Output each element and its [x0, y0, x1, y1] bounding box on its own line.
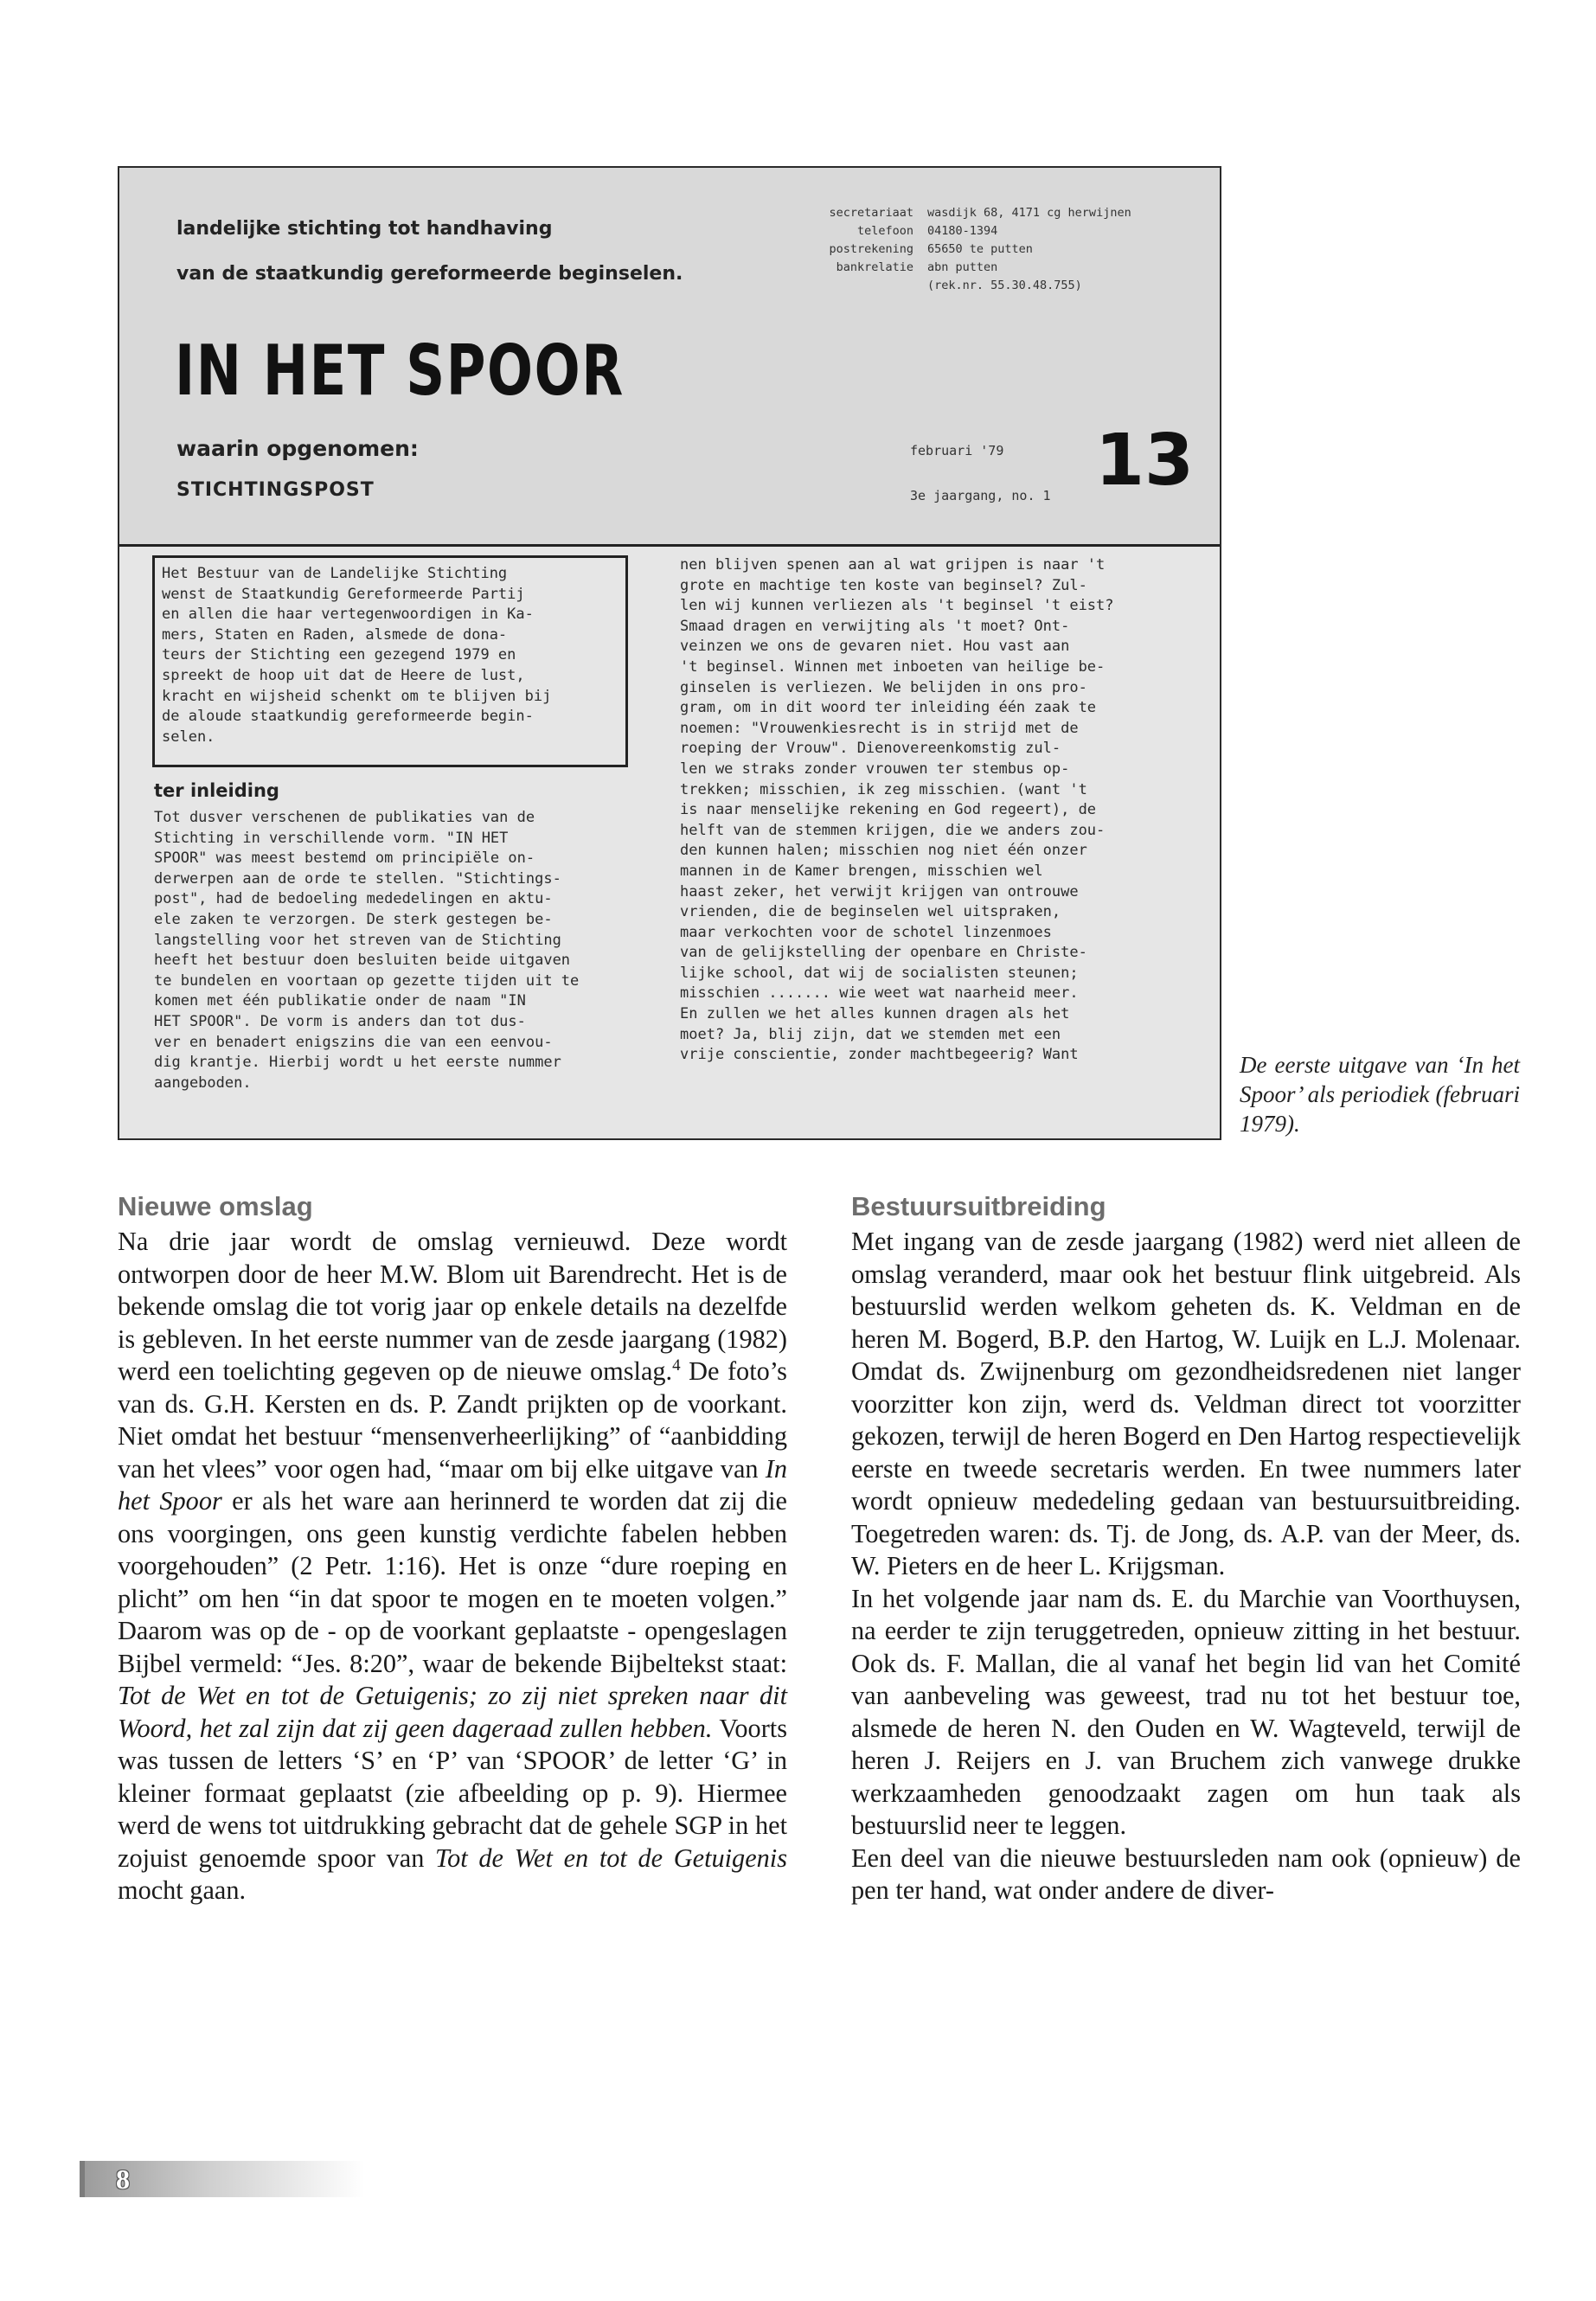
- footnote-marker: 4: [672, 1356, 681, 1375]
- issue-number: 13: [1095, 420, 1195, 502]
- issue-date: februari '79: [910, 443, 1004, 458]
- intro-heading: ter inleiding: [154, 780, 279, 801]
- contact-label: telefoon: [856, 224, 913, 238]
- intro-text-right: nen blijven spenen aan al wat grijpen is naar 't grote en machtige ten koste van beginsel? Zul- len wij kunnen verliezen als 't beginsel 't eist? Smaad dragen en verwijting als 't moet? Ont- veinzen we ons de gevaren niet. Hou vast aan 't beginsel. Winnen met inboeten van heilige be- ginselen is verliezen. We belijden in ons pro- gram, om in dit woord ter inleiding één zaak te noemen: "Vrouwenkiesrecht is in strijd met de roeping der Vrouw". Dienovereenkomstig zul- len we straks zonder vrouwen ter stembus op- trekken; misschien, ik zeg misschien. (want 't is naar menselijke rekening en God regeert), de helft van de stemmen krijgen, die we anders zou- den kunnen halen; misschien nog niet één onzer mannen in de Kamer brengen, misschien wel haast zeker, het verwijt krijgen van ontrouwe vrienden, die de beginselen wel uitspraken, maar verkochten voor de schotel linzenmoes van de gelijkstelling der openbare en Christe- lijke school, dat wij de socialisten steunen; misschien ....... wie weet wat naarheid meer. En zullen we het alles kunnen dragen als het moet? Ja, blij zijn, dat we stemden met een vrije conscientie, zonder machtbegeerig? Want: [680, 556, 1114, 1064]
- issue-volume: 3e jaargang, no. 1: [910, 488, 1051, 503]
- contact-value: 65650 te putten: [927, 242, 1033, 256]
- org-name-line1: landelijke stichting tot handhaving: [176, 218, 553, 240]
- contact-value: 04180-1394: [927, 224, 998, 238]
- contact-label: bankrelatie: [836, 260, 913, 274]
- contact-row: [817, 277, 1131, 295]
- text-run: er als het ware aan herinnerd te worden dat zij die ons voorgingen, ons geen kunstig verdichte fabelen hebben voorgehouden” (2 Petr. 1:16). Het is onze “dure roeping en plicht” om hen “in dat spoor te mogen en te moeten volgen.” Daarom was op de - op de voorkant geplaatste - opengeslagen Bijbel vermeld: “Jes. 8:20”, waar de bekende Bijbeltekst staat:: [118, 1486, 787, 1678]
- contact-row: [817, 259, 1131, 277]
- masthead-title: IN HET SPOOR: [175, 330, 625, 411]
- newsletter-header: [119, 168, 1220, 547]
- section-heading-nieuwe-omslag: Nieuwe omslag: [118, 1191, 313, 1221]
- contact-row: [817, 204, 1131, 222]
- new-year-wish-box: Het Bestuur van de Landelijke Stichting wenst de Staatkundig Gereformeerde Partij en allen die haar vertegenwoordigen in Ka- mers, Staten en Raden, alsmede de dona- teurs der Stichting een gezegend 1979 en spreekt de hoop uit dat de Heere de lust, kracht en wijsheid schenkt om te blijven bij de aloude staatkundig gereformeerde begin- selen.: [152, 555, 628, 767]
- footer-stripe: [80, 2161, 85, 2197]
- italic-title: In het Spoor: [118, 1453, 787, 1516]
- article-column-right: [851, 1189, 1521, 1907]
- contact-value: (rek.nr. 55.30.48.755): [927, 279, 1082, 292]
- newsletter-scan: [118, 166, 1221, 1140]
- page-number: 8: [116, 2163, 130, 2195]
- contact-block: [817, 204, 1131, 295]
- paragraph: Met ingang van de zesde jaargang (1982) werd niet alleen de omslag veranderd, maar ook het bestuur flink uitgebreid. Als bestuurslid werden welkom geheten ds. K. Veldman en de heren M. Bogerd, B.P. den Hartog, W. Luijk en L.J. Molenaar. Omdat ds. Zwijnenburg om gezondheidsredenen niet langer voorzitter kon zijn, werd ds. Veldman direct tot voorzitter gekozen, terwijl de heren Bogerd en Den Hartog respectievelijk eerste en tweede secretaris werden. En twee nummers later wordt opnieuw mededeling gedaan van bestuursuitbreiding. Toegetreden waren: ds. Tj. de Jong, ds. A.P. van der Meer, ds. W. Pieters en de heer L. Krijgsman.: [851, 1227, 1521, 1580]
- paragraph: In het volgende jaar nam ds. E. du Marchie van Voorthuysen, na eerder te zijn teruggetreden, opnieuw zitting in het bestuur. Ook ds. F. Mallan, die al vanaf het begin lid van het Comité van aanbeveling was geweest, trad nu tot het bestuur toe, alsmede de heren N. den Ouden en W. Wagteveld, terwijl de heren J. Reijers en J. van Bruchem zich vanwege drukke werkzaamheden genoodzaakt zagen om hun taak als bestuurslid neer te leggen.: [851, 1583, 1521, 1840]
- text-run: mocht gaan.: [118, 1875, 247, 1905]
- contact-label: secretariaat: [829, 206, 913, 220]
- contact-label: postrekening: [829, 242, 913, 256]
- contact-value: abn putten: [927, 260, 998, 274]
- text-run: De foto’s van ds. G.H. Kersten en ds. P. Zandt prijkten op de voorkant. Niet omdat het bestuur “mensenverheerlijking” of “aanbidding van het vlees” voor ogen had, “maar om bij elke uitgave van: [118, 1356, 787, 1484]
- paragraph: Een deel van die nieuwe bestuursleden nam ook (opnieuw) de pen ter hand, wat onder andere de diver-: [851, 1843, 1521, 1905]
- subtitle-waarin: waarin opgenomen:: [176, 436, 419, 461]
- italic-quote: Tot de Wet en tot de Getuigenis; zo zij niet spreken naar dit Woord, het zal zijn dat zij geen dageraad zullen hebben.: [118, 1681, 787, 1743]
- text-run: Voorts was tussen de letters ‘S’ en ‘P’ van ‘SPOOR’ de letter ‘G’ in kleiner formaat geplaatst (zie afbeelding op p. 9). Hiermee werd de wens tot uitdrukking gebracht dat de gehele SGP in het zojuist genoemde spoor van: [118, 1713, 787, 1873]
- section-heading-bestuursuitbreiding: Bestuursuitbreiding: [851, 1191, 1106, 1221]
- org-name-line2: van de staatkundig gereformeerde beginselen.: [176, 263, 683, 285]
- contact-row: [817, 240, 1131, 259]
- contact-row: [817, 222, 1131, 240]
- image-caption: De eerste uitgave van ‘In het Spoor’ als periodiek (februari 1979).: [1240, 1052, 1520, 1137]
- text-run: Na drie jaar wordt de omslag vernieuwd. Deze wordt ontworpen door de heer M.W. Blom uit Barendrecht. Het is de bekende omslag die tot vorig jaar op enkele details na dezelfde is gebleven. In het eerste nummer van de zesde jaargang (1982) werd een toelichting gegeven op de nieuwe omslag.: [118, 1227, 787, 1386]
- intro-text-left: Tot dusver verschenen de publikaties van de Stichting in verschillende vorm. "IN HET SPOOR" was meest bestemd om principiële on- derwerpen aan de orde te stellen. "Stichtings- post", had de bedoeling mededelingen en aktu- ele zaken te verzorgen. De sterk gestegen be- langstelling voor het streven van de Stichting heeft het bestuur doen besluiten beide uitgaven te bundelen en voortaan op gezette tijden uit te komen met één publikatie onder de naam "IN HET SPOOR". De vorm is anders dan tot dus- ver en benadert enigszins die van een eenvou- dig krantje. Hierbij wordt u het eerste nummer aangeboden.: [154, 809, 580, 1092]
- contact-value: wasdijk 68, 4171 cg herwijnen: [927, 206, 1131, 220]
- subtitle-stichtingspost: STICHTINGSPOST: [176, 479, 375, 501]
- paragraph: [118, 1226, 787, 1907]
- italic-quote: Tot de Wet en tot de Getuigenis: [435, 1843, 788, 1873]
- article-column-left: [118, 1189, 787, 1907]
